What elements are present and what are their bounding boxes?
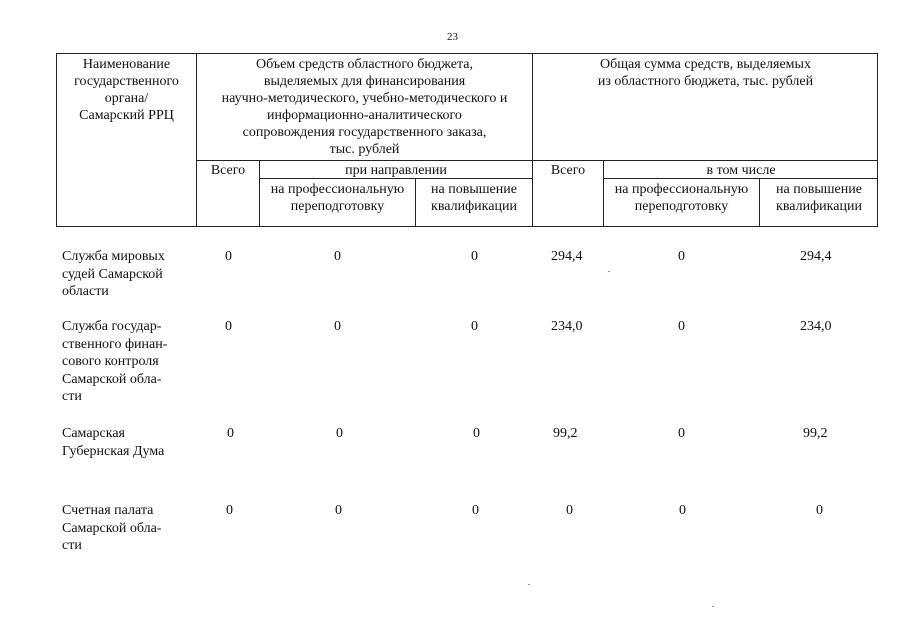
header-line: переподготовку bbox=[290, 199, 385, 214]
header-line: Общая сумма средств, выделяемых bbox=[600, 57, 811, 72]
cell-value: 0 bbox=[679, 503, 686, 518]
header-prof-2 bbox=[604, 181, 759, 215]
cell-value: 0 bbox=[816, 503, 823, 518]
header-vsego-2: Всего bbox=[550, 163, 586, 178]
scan-speck bbox=[528, 584, 530, 585]
cell-value: 0 bbox=[678, 319, 685, 334]
cell-value: 0 bbox=[225, 319, 232, 334]
cell-value: 0 bbox=[678, 426, 685, 441]
header-line: государственного bbox=[74, 74, 179, 89]
row-label bbox=[62, 502, 187, 555]
cell-value: 294,4 bbox=[551, 249, 583, 264]
row-label-line: Служба мировых bbox=[62, 249, 165, 264]
header-v-tom-chisle: в том числе bbox=[706, 163, 776, 178]
header-line: Самарский РРЦ bbox=[79, 108, 174, 123]
row-label-line: ственного финан- bbox=[62, 336, 168, 352]
cell-value: 0 bbox=[335, 503, 342, 518]
cell-value: 99,2 bbox=[803, 426, 828, 441]
cell-value: 0 bbox=[566, 503, 573, 518]
row-label-line: Губернская Дума bbox=[62, 443, 165, 459]
header-line: сопровождения государственного заказа, bbox=[242, 125, 487, 140]
header-line: квалификации bbox=[776, 199, 862, 214]
cell-value: 0 bbox=[472, 503, 479, 518]
header-prof-1 bbox=[260, 181, 415, 215]
cell-value: 0 bbox=[334, 249, 341, 264]
cell-value: 234,0 bbox=[800, 319, 832, 334]
row-label-line: сти bbox=[62, 538, 82, 553]
row-label-line: сти bbox=[62, 389, 82, 404]
header-kval-1 bbox=[416, 181, 532, 215]
divider bbox=[196, 160, 878, 161]
row-label-line: Самарской обла- bbox=[62, 520, 162, 536]
cell-value: 294,4 bbox=[800, 249, 832, 264]
header-line: Наименование bbox=[82, 57, 171, 72]
cell-value: 0 bbox=[471, 319, 478, 334]
cell-value: 0 bbox=[678, 249, 685, 264]
cell-value: 0 bbox=[227, 426, 234, 441]
row-label bbox=[62, 318, 187, 406]
header-volume bbox=[197, 56, 532, 158]
cell-value: 0 bbox=[336, 426, 343, 441]
header-line: на профессиональную bbox=[614, 182, 749, 197]
row-label-line: Счетная палата bbox=[62, 503, 154, 518]
header-line: выделяемых для финансирования bbox=[263, 74, 466, 89]
cell-value: 0 bbox=[471, 249, 478, 264]
header-total bbox=[533, 56, 878, 90]
header-line: органа/ bbox=[104, 91, 149, 106]
header-line: на повышение bbox=[431, 182, 517, 197]
cell-value: 0 bbox=[226, 503, 233, 518]
header-line: на повышение bbox=[776, 182, 862, 197]
header-kval-2 bbox=[760, 181, 878, 215]
header-line: переподготовку bbox=[634, 199, 729, 214]
row-label-line: Самарская bbox=[62, 426, 125, 441]
header-line: тыс. рублей bbox=[329, 142, 400, 157]
header-pri-napravlenii: при направлении bbox=[345, 163, 447, 178]
cell-value: 0 bbox=[225, 249, 232, 264]
cell-value: 99,2 bbox=[553, 426, 578, 441]
header-line: информационно-аналитического bbox=[267, 108, 462, 123]
header-organ bbox=[57, 56, 196, 124]
row-label-line: Самарской обла- bbox=[62, 371, 162, 387]
row-label bbox=[62, 248, 187, 301]
row-label bbox=[62, 425, 187, 460]
header-line: на профессиональную bbox=[270, 182, 405, 197]
cell-value: 0 bbox=[334, 319, 341, 334]
scan-speck bbox=[608, 271, 610, 272]
scan-speck bbox=[712, 606, 714, 607]
row-label-line: судей Самарской bbox=[62, 266, 163, 282]
header-vsego-1: Всего bbox=[210, 163, 246, 178]
row-label-line: сового контроля bbox=[62, 354, 159, 369]
cell-value: 234,0 bbox=[551, 319, 583, 334]
cell-value: 0 bbox=[473, 426, 480, 441]
page-number: 23 bbox=[447, 31, 458, 43]
row-label-line: области bbox=[62, 284, 109, 299]
header-line: из областного бюджета, тыс. рублей bbox=[597, 74, 814, 89]
header-line: квалификации bbox=[431, 199, 517, 214]
header-line: Объем средств областного бюджета, bbox=[256, 57, 473, 72]
header-line: научно-методического, учебно-методического и bbox=[221, 91, 508, 106]
row-label-line: Служба государ- bbox=[62, 319, 162, 334]
